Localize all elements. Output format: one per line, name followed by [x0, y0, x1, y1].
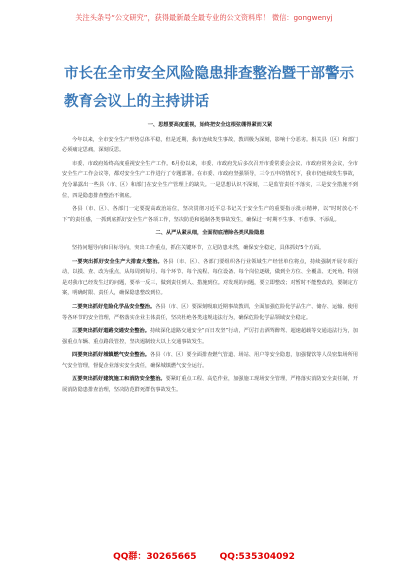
paragraph-lead: 五要突出抓好建筑施工和消防安全整治。 — [72, 376, 166, 383]
paragraph-lead: 三要突出抓好道路交通安全整治。 — [72, 328, 150, 335]
body-paragraph — [62, 350, 358, 371]
paragraph-text: 市委、市政府始终高度重视安全生产工作。6月份以来，市委、市政府先后多次召开市委常委会会议、市政府常务会议，全市安全生产工作会议等，都对安全生产工作进行了专题部署。在市委、市政府坚强领导，三令五申的情况下，我市仍连续发生事故，充分暴露出一些县（市、区）和部门在安全生产管理上的缺失。一是思想认识不深刻，二是监管责任不落实，三是安全措施不到位，四是隐患排查整治不彻底。 — [62, 160, 358, 199]
qq-number: QQ:535304092 — [219, 552, 295, 562]
body-paragraph — [62, 159, 358, 201]
section-heading: 一、思想要高度重视，始终把安全这根弦绷得紧而又紧 — [147, 122, 273, 128]
paragraph-text: 各县（市、区）要深刻吸取近期事故教训，全面加强危险化学品生产、储存、运输、使用等各环节的安全管理，严格落实企业主体责任，坚决杜绝各类违规违法行为，确保危险化学品领域安全稳定。 — [62, 303, 358, 321]
qq-group-number: QQ群：30265665 — [113, 552, 197, 562]
body-paragraph — [62, 257, 358, 299]
paragraph-text: 今年以来，全市安全生产形势总体平稳，但是近期，我市连续发生事故，教训极为深刻，影响十分恶劣。相关县（区）和部门必须痛定思痛，深刻反思。 — [62, 136, 358, 154]
footer-contact — [0, 548, 408, 566]
paragraph-lead: 四要突出抓好城镇燃气安全整治。 — [72, 352, 150, 359]
body-paragraph — [62, 326, 358, 347]
document-title: 市长在全市安全风险隐患排查整治暨干部警示教育会议上的主持讲话 — [64, 66, 354, 110]
paragraph-lead: 二要突出抓好危险化学品安全整治。 — [72, 303, 156, 310]
body-paragraph — [62, 243, 358, 254]
body-paragraph — [62, 374, 358, 395]
body-paragraph — [62, 135, 358, 156]
document-body — [62, 118, 358, 538]
paragraph-text: 坚持问题导向和目标导向，突出工作重点，抓住关键环节，立足防患未然，确保安全稳定，具体抓好5个方面。 — [72, 244, 325, 251]
paragraph-text: 各县（市、区）、各部门一定要提高政治站位，坚决贯彻习近平总书记关于安全生产的重要指示批示精神，以“时时放心不下”的责任感，一抓到底抓好安全生产各项工作，坚决防范和遏制各类事故发生，确保过一时期不生事、不惹事、不添乱。 — [62, 206, 358, 223]
paragraph-lead: 一要突出抓好安全生产大排查大整治。 — [72, 258, 163, 265]
paragraph-text: 要紧盯重点工程、高危作业，加强施工现场安全管理，严格落实消防安全责任制，开展消防隐患排查治理，坚决防范群死群伤事故发生。 — [62, 376, 358, 394]
body-paragraph — [62, 302, 358, 323]
body-paragraph — [62, 204, 358, 225]
top-banner: 关注头条号“公文研究”，获得最新最全最专业的公文资料库！ 微信：gongwenyj — [75, 13, 333, 22]
paragraph-text: 各县（市、区）、各部门要组织各行业领域生产经营单位将点，持续强制开展专项行动，以摸、查、改为重点，从每周到每月、每个环节、每个流程、每位设备、每个岗位逐级，做到全方位、全覆盖、无死角。特别是对我市已经发生过的问题，要举一反三，做到责任到人、措施到位。对发现的问题，要立即整改；对暂时不能整改的，要制定方案，明确时限、责任人，确保隐患整改到位。 — [62, 258, 358, 297]
paragraph-text: 各县（市、区）要全面排查燃气管道、场站、用户等安全隐患，加强餐饮等人员密集场所用气安全管理，督促企业落实安全责任，确保城镇燃气安全运行。 — [62, 352, 358, 369]
paragraph-text: 持续深化道路交通安全“百日攻坚”行动，严厉打击酒驾醉驾、超速超载等交通违法行为，加强重点车辆、重点路段管控，坚决遏制较大以上交通事故发生。 — [62, 328, 358, 345]
section-heading: 二、从严从紧从细，全面彻底清除各类风险隐患 — [155, 230, 265, 237]
